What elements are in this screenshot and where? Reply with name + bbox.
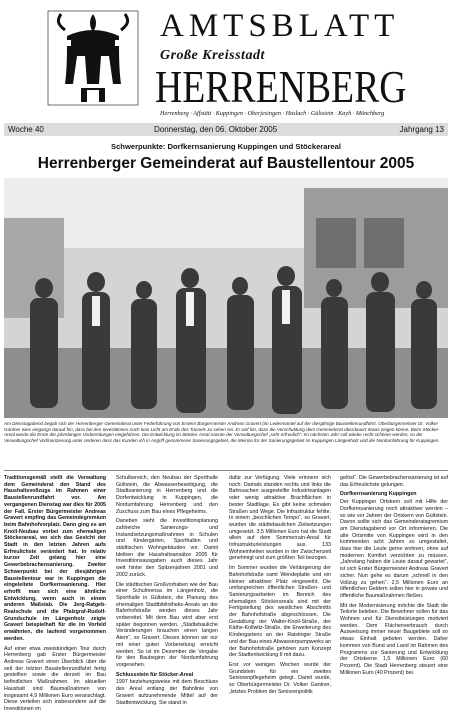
article-paragraph: Der Kuppinger Ortskern soll mit Hilfe der Dorfkernsanierung noch attraktiver werden – so wie vor Jahren der Ortskern von Gültstein. Davon sollte sich das Gemeinderatsgremium am Dienstagabend vor Ort informieren. Die alte Ortsmitte von Kuppingen wird in den kommenden acht Jahren so umgestaltet, dass hier die Leute gerne wohnen, ohne auf modernen Komfort verzichten zu müssen. „Jahrelang haben die Leute darauf gewartet“, ist sich Erster Bürgermeister Andreas Gravert sicher. Nun gehe es darum „schnell in den Vollzug zu gehen“. 2,5 Millionen Euro an öffentlichen Geldern sollen hier in private und öffentliche Baumaßnahmen fließen. — [340, 499, 448, 599]
article-lead-paragraph: Traditionsgemäß stellt die Verwaltung dem Gemeinderat den Stand des Haushaltsvollzugs im Rahmen einer Baustellenrundfahrt vor. Am vergangenen Dienstag war dies für 2005 der Fall. Erster Bürgermeister Andreas Gravert empfing das Gemeindegremium beim Bahnhofvorplatz. Dann ging es am Knoll-Neubau vorbei zum ehemaligen Stöckerareal, wo sich das Gesicht der Stadt in den letzten Jahren aufs Erfreulichste verändert hat. In relativ kurzer Zeit gelang hier eine Gewerbebrachensanierung. Zweiter Schwerpunkt bei der diesjährigen Baustellentour war in Kuppingen die eingeleitete Dorfkernsanierung. Hier erhofft man sich eine ähnliche Entwicklung, wenn auch in einem anderen Maßstab. Die Jerg-Ratgeb-Realschule und die Pfalzgraf-Rudolf-Grundschule im Längenholz zeigte Gravert beispielhaft für die im Vorfeld erwähnten, die laufend vorgenommen werden. — [4, 475, 106, 642]
masthead-subtitle: Große Kreisstadt — [160, 48, 265, 63]
issue-bar — [4, 123, 448, 136]
article-photo — [4, 178, 448, 418]
masthead — [0, 0, 452, 117]
masthead-title-amtsblatt: AMTSBLATT — [160, 8, 400, 44]
issue-volume: Jahrgang 13 — [399, 125, 444, 134]
issue-date: Donnerstag, den 06. Oktober 2005 — [154, 125, 278, 134]
article-paragraph: Daneben sieht die Investitionsplanung zahlreiche Sanierungs- und Instandsetzungsmaßnahmen in Schulen und Kindergärten, Sporthallen und städtischen Wohngebäuden vor. Damit bleiben die Haushaltsansätze 2005 für Investitionsausgaben auch dieses Jahr weit hinter den Spitzenjahren 2001 und 2002 zurück. — [116, 518, 218, 578]
article-paragraph: gelöst“. Die Gewerbebrachensanierung ist auf das Erfreulichste gelungen. — [340, 475, 448, 488]
article-column-2 — [116, 475, 218, 706]
article-paragraph: Schulbereich, den Neubau der Sporthalle Gültstein, die Abwasserbeseitigung, die Stadtsanierung in Herrenberg und die Dorfentwicklung in Kuppingen, die Nordumfahrung Herrenberg und den Zuschuss zum Bau eines Pflegeheims. — [116, 475, 218, 515]
article-headline: Herrenberger Gemeinderat auf Baustellentour 2005 — [37, 155, 415, 172]
focus-line: Schwerpunkte: Dorfkernsanierung Kuppingen und Stöckerareal — [111, 142, 341, 151]
masthead-towns-line: Herrenberg · Affstätt · Kuppingen · Oberjesingen · Haslach · Gültstein · Kayh · Mönchberg — [160, 110, 385, 117]
article-paragraph: Auf einer etwa zweistündigen Tour durch Herrenberg gab Erster Bürgermeister Andreas Gravert einen Überblick über die seit der letzten Baustellenrundfahrt fertig gestellten sowie die derzeit im Bau befindlichen Maßnahmen. Im aktuellen Haushalt sind Baumaßnahmen von insgesamt 4,9 Millionen Euro veranschlagt. Diese verteilen sich insbesondere auf die Investitionen im — [4, 645, 106, 712]
article-paragraph: Erst vor wenigen Wochen wurde der Grundstein für ein zweites Seniorenpflegeheim gelegt. Damit wurde, so Oberbürgermeister Dr. Volker Gantner, „letztes Problem der Seniorenpolitik — [229, 661, 331, 695]
article-column-1 — [4, 475, 106, 712]
article-paragraph: Im Sommer wurden die Verlängerung der Bahnhofstraße samt Wendeplatte und ein kleiner attraktiver Platz eingeweiht. Die umfangreichen öffentlichen Straßen- und Sanierungsarbeiten im Bereich des ehemaligen Stöckerareals sind mit der Fertigstellung des westlichen Abschnitts der Bahnhofstraße abgeschlossen. Die Gestaltung der Walter-Knoll-Straße, der Käthe-Kollwitz-Straße, die Erweiterung des Kindergartens an der Raistinger Straße und der Bau eines Abwasserpumpwerks an der Bahnhofstraße gehören zum Konzept der Stadtentwicklung II mit dazu. — [229, 565, 331, 659]
section-subheading: Schlussstein für Stöcker-Areal — [116, 671, 194, 678]
article-paragraph: dafür zur Verfügung. Viele erinnern sich noch: Damals standen rechts und links die Bahnsachen ausgestellte Industrieanlagen oder wenig attraktive Brachflächen in bester Stadtlage. Es gibt keine schmalen Straßen und Wege. Die Infrastruktur fehlte. In einem „beschlichen Tempo“, so Gravert, wurden die städtebaulichen Zielsetzungen umgesetzt. 3,5 Millionen Euro hat die Stadt allein auf dem Sommerrain-Areal für Infrastrukturleistungen aus. 133 Wohneinheiten wurden in der Zwischenzeit genehmigt und zum größten Teil bezogen. — [229, 475, 331, 562]
article-paragraph: Die städtischen Großvorhaben wie der Bau einer Schulmensa im Längenholz, die Sporthalle in Gültstein, die Planung des ehemaligen Stadtbibliotheks-Areals an der Bahnhofstraße werden dieses Jahr vorbereitet. Mit dem Bau wird aber erst später begonnen werden. „Städtebauliche Veränderungen brauchen einen langen Atem“, so Gravert. Dieses können wir nur mit einer guten Vorbereitung erreicht werden. So ist im Dezember die Vergabe für den Baubeginn der Nordumfahrung vorgesehen. — [116, 581, 218, 668]
city-coat-of-arms-logo — [47, 10, 139, 106]
section-subheading: Dorfkernsanierung Kuppingen — [340, 491, 417, 498]
article-column-4 — [340, 475, 448, 676]
photo-caption: Am Dienstagabend begab sich der Herrenberger Gemeinderat unter Federführung von Erstem Bürgermeister Andreas Gravert (im Ledermantel auf der diesjährige Baustellenrundfahrt. Oberbürgermeister Dr. Volker Gantner wies eingangs darauf hin, dass bei den Investitionen noch kein Licht am Ende des Tunnels zu sehen sei. Er wirf hin, dass die Verschuldung dem Gemeinderat überdauert etwas zeigen könne. Beim Stöcker-Areal werde die Ernte der jahrelangen Vorbereitungen eingefahren. Die Entwicklung im Stöcker Areal nannte der Verwaltungschef „sehr erfreulich“. Im nächsten Jahr soll wieder recht schöner werden, so der Verwaltungschef Vorfinanzierung unter anderen dass das Kunden ich in Angriff genommene Sanierungsgebiet, die Meinsa für der Sanierungsgebiet im Kuppingen Längenholz und die Nordumfahrung für Kuppingen. — [4, 421, 440, 443]
divider — [4, 470, 448, 471]
article-paragraph: Mit der Modernisierung möchte die Stadt die Teilorte beleben. Die Bewohner sollen für das Wohnen und für Dienstleistungen motiviert werden. Dem Flächenverbrauch durch Ausweisung immer neuer Baugebiete soll so etwas Einhalt geboten werden. Daher kommen von Bund und Land im Rahmen des Programms zur Sanierung und Entwicklung der Ortskerne 1,5 Millionen Euro (60 Prozent). Die Stadt Herrenberg steuert eine Millionen Euro (40 Prozent) bei. — [340, 602, 448, 676]
article-column-3 — [229, 475, 331, 695]
masthead-title-herrenberg: HERRENBERG — [155, 61, 407, 112]
issue-week: Woche 40 — [8, 125, 44, 134]
article-paragraph: 1997 beziehungsweise mit dem Beschluss des Areal entlang der Bahnlinie von Gravert aufzunehmende Mittel auf der Stadtentwicklung. Sie stand in — [116, 679, 218, 706]
